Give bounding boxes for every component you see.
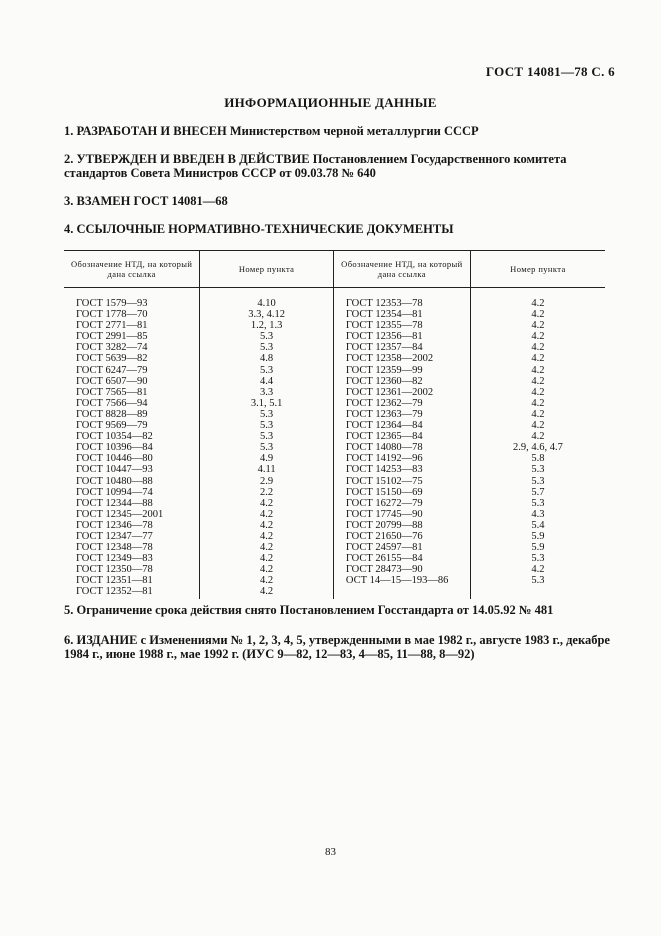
- reference-clause: 4.2: [260, 542, 274, 554]
- reference-clause: 5.4: [531, 519, 545, 531]
- reference-doc: ГОСТ 12349—83: [76, 553, 153, 565]
- reference-clause: 4.2: [531, 564, 545, 576]
- reference-doc: ГОСТ 10396—84: [76, 442, 153, 454]
- reference-clause: 4.2: [260, 530, 274, 542]
- section-title: ИНФОРМАЦИОННЫЕ ДАННЫЕ: [224, 95, 437, 110]
- document-header: ГОСТ 14081—78 С. 6: [485, 64, 615, 79]
- reference-doc: ГОСТ 1778—70: [76, 309, 148, 321]
- header-clause-left: Номер пункта: [200, 251, 334, 288]
- reference-clause: 4.2: [531, 364, 545, 376]
- item-number: 3.: [64, 194, 74, 208]
- reference-clause: 5.3: [260, 442, 274, 454]
- item-1: [64, 124, 624, 138]
- reference-clause: 1.2, 1.3: [250, 320, 283, 332]
- reference-doc: ГОСТ 12354—81: [345, 309, 423, 321]
- right-doc-column: [333, 288, 470, 599]
- reference-clause: 4.11: [257, 464, 276, 476]
- reference-doc: ГОСТ 20799—88: [345, 519, 423, 531]
- reference-clause: 4.2: [531, 342, 545, 354]
- reference-doc: ГОСТ 10994—74: [76, 486, 153, 498]
- reference-doc: ГОСТ 12356—81: [345, 331, 423, 343]
- reference-clause: 4.2: [531, 353, 545, 365]
- reference-clause: 5.7: [531, 486, 545, 498]
- reference-doc: ГОСТ 2991—85: [76, 331, 148, 343]
- reference-clause: 4.8: [260, 353, 274, 365]
- reference-doc: ГОСТ 28473—90: [345, 564, 423, 576]
- reference-clause: 4.2: [531, 298, 545, 309]
- item-lead: ИЗДАНИЕ: [76, 633, 138, 647]
- item-lead: ССЫЛОЧНЫЕ НОРМАТИВНО-ТЕХНИЧЕСКИЕ ДОКУМЕНТЫ: [76, 222, 454, 236]
- reference-clause: 5.3: [531, 553, 545, 565]
- reference-doc: ГОСТ 12346—78: [76, 519, 153, 531]
- reference-clause: 2.9, 4.6, 4.7: [513, 442, 563, 454]
- reference-clause: 5.3: [260, 408, 274, 420]
- reference-clause: 5.3: [260, 420, 274, 432]
- reference-doc: ГОСТ 9569—79: [76, 420, 148, 432]
- reference-clause: 4.2: [260, 508, 274, 520]
- reference-clause: 4.2: [531, 375, 545, 387]
- item-number: 6.: [64, 633, 74, 647]
- reference-doc: ГОСТ 10480—88: [76, 475, 153, 487]
- reference-clause: 2.2: [260, 486, 274, 498]
- reference-doc: ГОСТ 10447—93: [76, 464, 153, 476]
- reference-clause: 4.2: [260, 553, 274, 565]
- header-doc-left: Обозначение НТД, на который дана ссылка: [64, 251, 200, 288]
- reference-doc: ГОСТ 12360—82: [345, 375, 423, 387]
- reference-doc: ГОСТ 12355—78: [345, 320, 423, 332]
- reference-doc: ГОСТ 5639—82: [76, 353, 148, 365]
- reference-doc: ГОСТ 12363—79: [345, 408, 423, 420]
- item-text: с Изменениями № 1, 2, 3, 4, 5, утвержденными в мае 1982 г., августе 1983 г., декабре 1984 г., июне 1988 г., мае 1992 г. (ИУС 9—82, 12—83, 4—85, 11—88, 8—92): [64, 633, 610, 661]
- reference-doc: ГОСТ 12357—84: [345, 342, 423, 354]
- item-text: Ограничение срока действия снято Постановлением Госстандарта от 14.05.92 № 481: [76, 603, 554, 617]
- reference-clause: 4.2: [260, 497, 274, 509]
- reference-clause: 5.3: [531, 575, 545, 587]
- reference-clause: 3.1, 5.1: [250, 397, 283, 409]
- reference-clause: 5.9: [531, 542, 545, 554]
- reference-doc: ГОСТ 21650—76: [345, 530, 423, 542]
- reference-clause: 4.2: [260, 519, 274, 531]
- reference-clause: 4.9: [260, 453, 274, 465]
- reference-doc: ГОСТ 12348—78: [76, 542, 153, 554]
- reference-doc: ГОСТ 12364—84: [345, 420, 423, 432]
- item-lead: ВЗАМЕН ГОСТ 14081—68: [76, 194, 228, 208]
- header-clause-right: Номер пункта: [470, 251, 605, 288]
- reference-clause: 4.2: [531, 386, 545, 398]
- reference-clause: 5.9: [531, 530, 545, 542]
- reference-doc: ГОСТ 16272—79: [345, 497, 423, 509]
- reference-doc: ГОСТ 7566—94: [76, 397, 148, 409]
- item-number: 4.: [64, 222, 74, 236]
- reference-doc: ГОСТ 12344—88: [76, 497, 153, 509]
- reference-clause: 4.3: [531, 508, 545, 520]
- reference-doc: ГОСТ 12352—81: [76, 586, 153, 598]
- reference-clause: 4.2: [260, 564, 274, 576]
- left-clause-column: [200, 288, 334, 599]
- reference-doc: ГОСТ 12365—84: [345, 431, 423, 443]
- item-number: 1.: [64, 124, 74, 138]
- references-table: [64, 250, 605, 599]
- reference-clause: 4.2: [531, 320, 545, 332]
- reference-doc: ГОСТ 15102—75: [345, 475, 423, 487]
- reference-doc: ГОСТ 10446—80: [76, 453, 153, 465]
- reference-doc: ГОСТ 12362—79: [345, 397, 423, 409]
- item-4: [64, 222, 624, 236]
- item-lead: УТВЕРЖДЕН И ВВЕДЕН В ДЕЙСТВИЕ: [76, 152, 310, 166]
- reference-doc: ГОСТ 7565—81: [76, 386, 148, 398]
- reference-clause: 5.3: [531, 497, 545, 509]
- reference-doc: ГОСТ 3282—74: [76, 342, 148, 354]
- reference-doc: ГОСТ 12351—81: [76, 575, 153, 587]
- reference-doc: ГОСТ 17745—90: [345, 508, 423, 520]
- item-number: 5.: [64, 603, 74, 617]
- reference-doc: ГОСТ 12353—78: [345, 298, 423, 309]
- reference-doc: ГОСТ 12350—78: [76, 564, 153, 576]
- reference-doc: ГОСТ 12347—77: [76, 530, 153, 542]
- reference-clause: 5.8: [531, 453, 545, 465]
- reference-doc: ГОСТ 12345—2001: [76, 508, 164, 520]
- reference-clause: 5.3: [260, 331, 274, 343]
- left-doc-column: [64, 288, 200, 599]
- reference-doc: ГОСТ 2771—81: [76, 320, 148, 332]
- reference-doc: ГОСТ 6507—90: [76, 375, 148, 387]
- reference-clause: 5.3: [531, 475, 545, 487]
- reference-clause: 4.2: [531, 431, 545, 443]
- reference-doc: ГОСТ 26155—84: [345, 553, 423, 565]
- item-text: Постановлением Государственного комитета стандартов Совета Министров СССР от 09.03.78 № 640: [64, 152, 567, 180]
- item-number: 2.: [64, 152, 74, 166]
- reference-doc: ГОСТ 15150—69: [345, 486, 423, 498]
- header-doc-right: Обозначение НТД, на который дана ссылка: [333, 251, 470, 288]
- reference-clause: 4.2: [531, 420, 545, 432]
- reference-clause: 5.3: [260, 364, 274, 376]
- item-5: [64, 603, 624, 617]
- item-6: [64, 633, 624, 661]
- reference-clause: 4.2: [531, 331, 545, 343]
- reference-doc: ГОСТ 12359—99: [345, 364, 423, 376]
- right-clause-column: [470, 288, 605, 599]
- reference-doc: ГОСТ 10354—82: [76, 431, 153, 443]
- reference-doc: ГОСТ 14080—78: [345, 442, 423, 454]
- reference-clause: 5.3: [260, 431, 274, 443]
- reference-doc: ГОСТ 6247—79: [76, 364, 148, 376]
- item-2: [64, 152, 624, 180]
- reference-doc: ГОСТ 8828—89: [76, 408, 148, 420]
- reference-clause: 4.2: [531, 309, 545, 321]
- page-number: 83: [325, 846, 336, 858]
- reference-clause: 4.10: [257, 298, 276, 309]
- reference-doc: ГОСТ 12358—2002: [345, 353, 434, 365]
- reference-clause: 3.3: [260, 386, 274, 398]
- reference-doc: ГОСТ 14192—96: [345, 453, 423, 465]
- item-lead: РАЗРАБОТАН И ВНЕСЕН: [76, 124, 227, 138]
- reference-clause: 4.2: [260, 575, 274, 587]
- reference-doc: ГОСТ 12361—2002: [345, 386, 434, 398]
- reference-doc: ГОСТ 14253—83: [345, 464, 423, 476]
- reference-doc: ОСТ 14—15—193—86: [345, 575, 449, 587]
- reference-doc: ГОСТ 24597—81: [345, 542, 423, 554]
- item-text: Министерством черной металлургии СССР: [229, 124, 479, 138]
- reference-clause: 2.9: [260, 475, 274, 487]
- reference-clause: 4.4: [260, 375, 274, 387]
- reference-clause: 4.2: [531, 397, 545, 409]
- reference-doc: ГОСТ 1579—93: [76, 298, 148, 309]
- reference-clause: 4.2: [260, 586, 274, 598]
- reference-clause: 4.2: [531, 408, 545, 420]
- reference-clause: 3.3, 4.12: [248, 309, 285, 321]
- item-3: [64, 194, 624, 208]
- reference-clause: 5.3: [260, 342, 274, 354]
- reference-clause: 5.3: [531, 464, 545, 476]
